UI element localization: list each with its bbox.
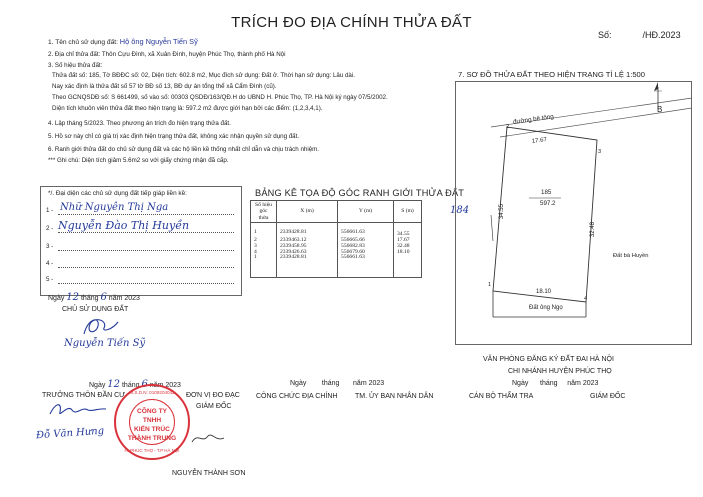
owner-sign-date [48, 292, 140, 304]
survey-director-title: GIÁM ĐỐC [196, 403, 232, 410]
cell-corner: 1 [251, 255, 277, 277]
neighbor-num: 1 - [46, 207, 54, 214]
cell-s: 18.10 [394, 250, 422, 256]
cell-x: 2339458.95 [277, 244, 338, 250]
date-month: 6 [141, 379, 148, 390]
date-month: 6 [100, 292, 107, 303]
table-row [251, 223, 422, 238]
neighbor-signature: Nguyễn Đào Thị Huyền [58, 219, 190, 232]
parcel-diagram [455, 81, 692, 345]
survey-director-name: NGUYỄN THÀNH SƠN [172, 470, 246, 477]
date-prefix: Ngày [48, 295, 65, 302]
cell-y: 556679.60 [338, 250, 394, 256]
coords-header-row [251, 201, 422, 223]
dotted-line [58, 214, 234, 215]
checker-title: CÁN BỘ THẨM TRA [469, 393, 534, 400]
village-head-title: TRƯỞNG THÔN ĐẦN CƯ [42, 392, 126, 399]
neighbors-heading: */. Đại diện các chủ sử dụng đất tiếp giáp liền kề: [48, 190, 187, 197]
commune-date: Ngày tháng năm 2023 [290, 380, 385, 387]
parcel-number: 185 [541, 189, 552, 196]
stamp-place: H. PHÚC THỌ - T.P HÀ NỘI [124, 448, 180, 453]
cell-corner: 3 [251, 244, 277, 250]
owner-signature-scribble [78, 314, 138, 340]
cell-s: 17.67 [394, 238, 422, 244]
stamp-line-3: KIẾN TRÚC [134, 426, 170, 433]
stamp-line-4: THÀNH TRUNG [127, 435, 177, 442]
corner-2: 2 [506, 124, 510, 130]
owner-title: CHỦ SỬ DỤNG ĐẤT [62, 306, 129, 313]
neighbor-num: 5 - [46, 276, 54, 283]
edge-right: 32.48 [589, 222, 596, 238]
dotted-line [58, 267, 234, 268]
owner-name: Hộ ông Nguyễn Tiến Sỹ [119, 37, 198, 46]
office-director-title: GIÁM ĐỐC [590, 393, 626, 400]
office-branch: CHI NHÁNH HUYỆN PHÚC THỌ [508, 368, 612, 375]
corner-1: 1 [488, 282, 492, 288]
neighbor-num: 4 - [46, 260, 54, 267]
header-corner: Số hiệu góc thửa [251, 201, 277, 223]
road-top-label: đường bê tông [512, 113, 555, 126]
table-row [251, 255, 422, 277]
north-arrow-label: B [657, 105, 663, 114]
neighbor-row [46, 219, 236, 232]
edge-bottom: 18.10 [536, 289, 552, 295]
date-day: 12 [107, 379, 121, 390]
cell-corner: 1 [251, 223, 277, 238]
corner-4: 4 [584, 296, 588, 302]
plan-title: 7. SƠ ĐỒ THỬA ĐẤT THEO HIỆN TRẠNG TỈ LỆ 1:500 [458, 70, 646, 79]
number-label: Số: [598, 30, 612, 40]
survey-director-scribble [190, 430, 230, 446]
cadastral-officer-title: CÔNG CHỨC ĐỊA CHÍNH [256, 393, 338, 400]
stamp-code: M.S.D.N: 0109204042 [129, 390, 175, 395]
road-bottom-label: Đất ông Ngọ [529, 305, 563, 311]
survey-unit-title: ĐƠN VỊ ĐO ĐẠC [186, 392, 240, 399]
parcel-heading: 3. Số hiệu thửa đất: [48, 62, 103, 69]
stamp-line-2: TNHH [142, 417, 162, 424]
date-month-label: tháng [121, 382, 140, 389]
company-stamp [114, 384, 190, 460]
cell-x: 2339463.12 [277, 238, 338, 244]
document-title: TRÍCH ĐO ĐỊA CHÍNH THỬA ĐẤT [231, 14, 472, 31]
right-owner-label: Đất bà Huyền [613, 253, 649, 259]
coords-title: BẢNG KÊ TỌA ĐỘ GÓC RANH GIỚI THỬA ĐẤT [255, 188, 465, 198]
stamp-line-1: CÔNG TY [136, 408, 168, 415]
cell-y: 556661.63 [338, 223, 394, 238]
info-line-5: 5. Hồ sơ này chỉ có giá trị xác định hiện trạng thửa đất, không xác nhận quyền sử dụng đất. [48, 133, 300, 140]
date-prefix: Ngày [89, 382, 106, 389]
header-y: Y (m) [338, 201, 394, 223]
commune-committee-title: TM. ỦY BAN NHÂN DÂN [355, 393, 434, 400]
office-date: Ngày tháng năm 2023 [512, 380, 599, 387]
neighbor-num: 3 - [46, 243, 54, 250]
cell-y: 556661.63 [338, 255, 394, 277]
owner-line [48, 38, 198, 47]
cell-y: 556682.83 [338, 244, 394, 250]
parcel-detail-2: Nay xác định là thửa đất số 57 tờ BĐ số 13, BĐ dự án tổng thể xã Cẩm Đình (cũ). [52, 83, 277, 90]
date-month-label: tháng [80, 295, 99, 302]
village-head-scribble [46, 400, 112, 422]
cell-x: 2339428.81 [277, 255, 338, 277]
dotted-line [58, 250, 234, 251]
owner-label: 1. Tên chủ sử dụng đất: [48, 39, 120, 46]
edge-left: 34.55 [498, 204, 505, 220]
parcel-detail-1: Thửa đất số: 185, Tờ BĐĐC số: 02, Diện tích: 602.8 m2, Mục đích sử dụng: Đất ở. Thời hạn sử dụng: Lâu dài. [52, 72, 355, 79]
neighbor-signature: Nhữ Nguyên Thị Nga [60, 202, 169, 213]
corner-3: 3 [598, 149, 602, 155]
left-parcel-number: 184 [450, 205, 470, 216]
info-line-4: 4. Lập tháng 5/2023. Theo phương án trích đo hiện trạng thửa đất. [48, 120, 231, 127]
neighbor-row [46, 276, 236, 283]
parcel-detail-3: Theo GCNQSDĐ số: S 661499, số vào số: 00303 QSDĐ/163/QĐ.H do UBND H. Phúc Thọ, TP. Hà Nội ký ngày 07/5/2002. [52, 94, 388, 101]
edge-top: 17.67 [531, 136, 548, 146]
date-day: 12 [66, 292, 80, 303]
cell-x: 2339428.81 [277, 223, 338, 238]
neighbor-num: 2 - [46, 225, 54, 232]
parcel-area: 597.2 [540, 200, 556, 207]
header-s: S (m) [394, 201, 422, 223]
cell-corner: 2 [251, 238, 277, 244]
date-year: năm 2023 [149, 382, 181, 389]
cell-x: 2339426.63 [277, 250, 338, 256]
cell-corner: 4 [251, 250, 277, 256]
neighbor-row [46, 243, 236, 250]
neighbor-row [46, 202, 236, 214]
coords-table [250, 200, 422, 278]
cell-y: 556665.66 [338, 238, 394, 244]
document-number [598, 30, 681, 41]
neighbor-row [46, 260, 236, 267]
cell-s: 34.55 [394, 223, 422, 238]
village-head-signature: Đỗ Văn Hưng [35, 425, 105, 442]
dotted-line [58, 283, 234, 284]
cell-s [394, 255, 422, 277]
date-year: năm 2023 [108, 295, 140, 302]
number-value: /HĐ.2023 [642, 30, 681, 40]
address-line: 2. Địa chỉ thửa đất: Thôn Cựu Đình, xã Xuân Đình, huyện Phúc Thọ, thành phố Hà Nội [48, 51, 286, 58]
office-name: VĂN PHÒNG ĐĂNG KÝ ĐẤT ĐAI HÀ NỘI [483, 356, 614, 363]
owner-signature: Nguyễn Tiến Sỹ [64, 338, 146, 349]
parcel-detail-4: Diện tích khuôn viên thửa đất theo hiện trạng là: 597.2 m2 được giới hạn bởi các điểm: (1,2,3,4,1). [52, 105, 323, 112]
cell-s: 32.48 [394, 244, 422, 250]
note-line: *** Ghi chú: Diện tích giảm 5.6m2 so với giấy chứng nhận đã cấp. [48, 157, 229, 164]
info-line-6: 6. Ranh giới thửa đất do chủ sử dụng đất và các hộ liền kề thống nhất chỉ dẫn và chịu trách nhiệm. [48, 146, 320, 153]
header-x: X (m) [277, 201, 338, 223]
